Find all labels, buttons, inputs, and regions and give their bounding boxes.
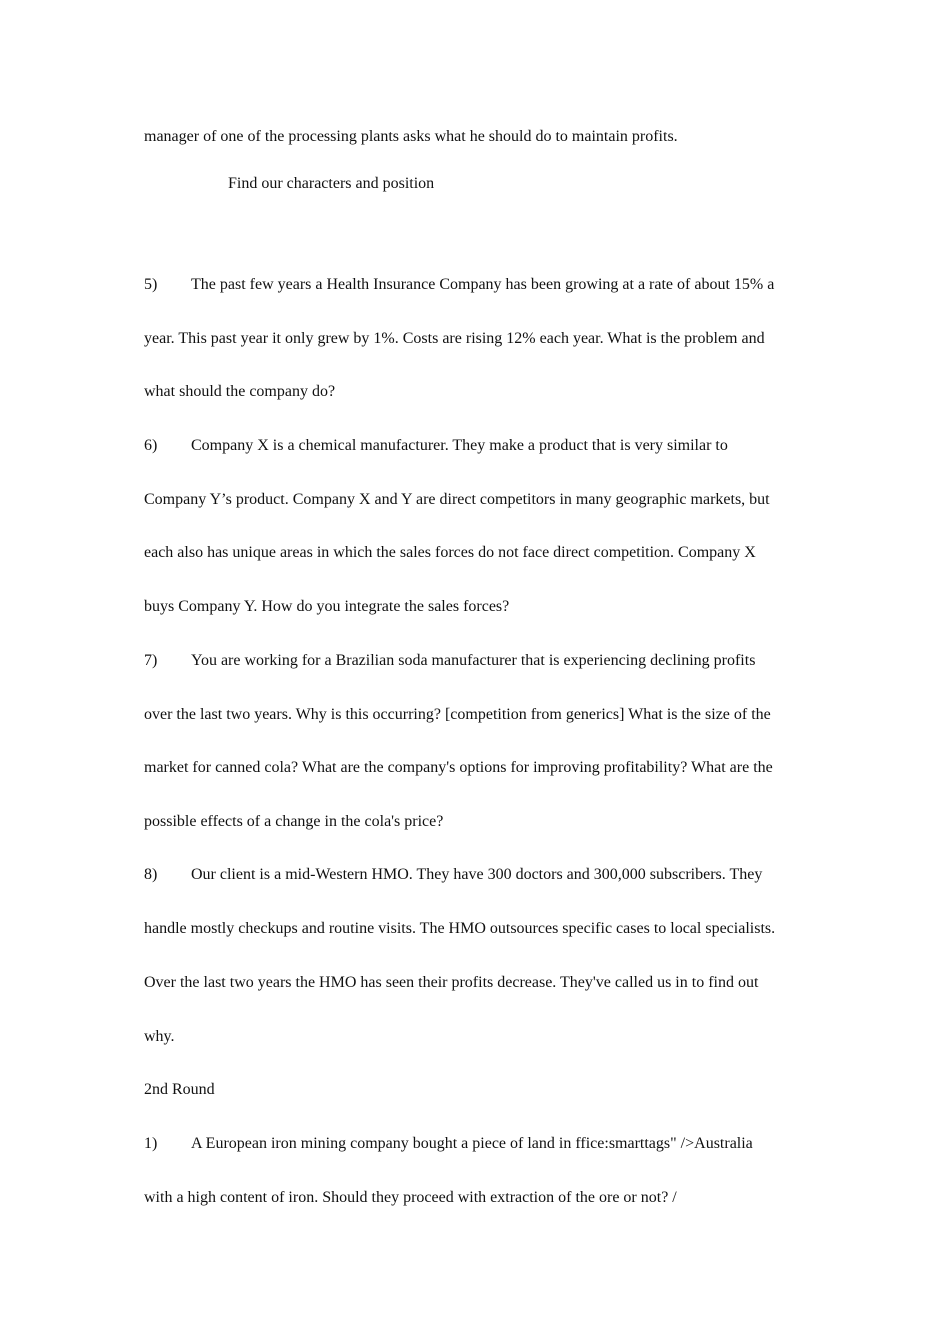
item-text: A European iron mining company bought a piece of land in ffice:smarttags" />Australia (191, 1135, 753, 1152)
list-item-8-line-3: Over the last two years the HMO has seen their profits decrease. They've called us in to find out (144, 974, 759, 991)
item-text: The past few years a Health Insurance Company has been growing at a rate of about 15% a (191, 276, 775, 293)
list-item-8-line-4: why. (144, 1028, 175, 1045)
list-item-8-line-1 (144, 865, 762, 885)
item-number: 1) (144, 1135, 158, 1152)
item-number: 7) (144, 652, 158, 669)
list-item-6-line-1 (144, 436, 728, 456)
list-item-7-line-3: market for canned cola? What are the company's options for improving profitability? What are the (144, 759, 773, 776)
round-item-1-line-1 (144, 1134, 753, 1154)
list-item-5-line-3: what should the company do? (144, 383, 336, 400)
item-text: You are working for a Brazilian soda manufacturer that is experiencing declining profits (191, 652, 756, 669)
intro-line: manager of one of the processing plants asks what he should do to maintain profits. (144, 128, 678, 145)
item-number: 8) (144, 866, 158, 883)
sub-heading: Find our characters and position (228, 175, 435, 192)
item-number: 5) (144, 276, 158, 293)
item-text: Company X is a chemical manufacturer. They make a product that is very similar to (191, 437, 728, 454)
list-item-8-line-2: handle mostly checkups and routine visits. The HMO outsources specific cases to local specialists. (144, 920, 776, 937)
list-item-5-line-1 (144, 275, 774, 295)
list-item-6-line-4: buys Company Y. How do you integrate the sales forces? (144, 598, 510, 615)
item-number: 6) (144, 437, 158, 454)
round-item-1-line-2: with a high content of iron. Should they proceed with extraction of the ore or not? / (144, 1189, 677, 1206)
list-item-6-line-3: each also has unique areas in which the sales forces do not face direct competition. Company X (144, 544, 756, 561)
list-item-7-line-1 (144, 651, 755, 671)
round-heading: 2nd Round (144, 1081, 215, 1098)
list-item-7-line-2: over the last two years. Why is this occurring? [competition from generics] What is the size of the (144, 706, 771, 723)
list-item-6-line-2: Company Y’s product. Company X and Y are direct competitors in many geographic markets, but (144, 491, 770, 508)
item-text: Our client is a mid-Western HMO. They have 300 doctors and 300,000 subscribers. They (191, 866, 763, 883)
list-item-7-line-4: possible effects of a change in the cola's price? (144, 813, 444, 830)
list-item-5-line-2: year. This past year it only grew by 1%. Costs are rising 12% each year. What is the problem and (144, 330, 765, 347)
